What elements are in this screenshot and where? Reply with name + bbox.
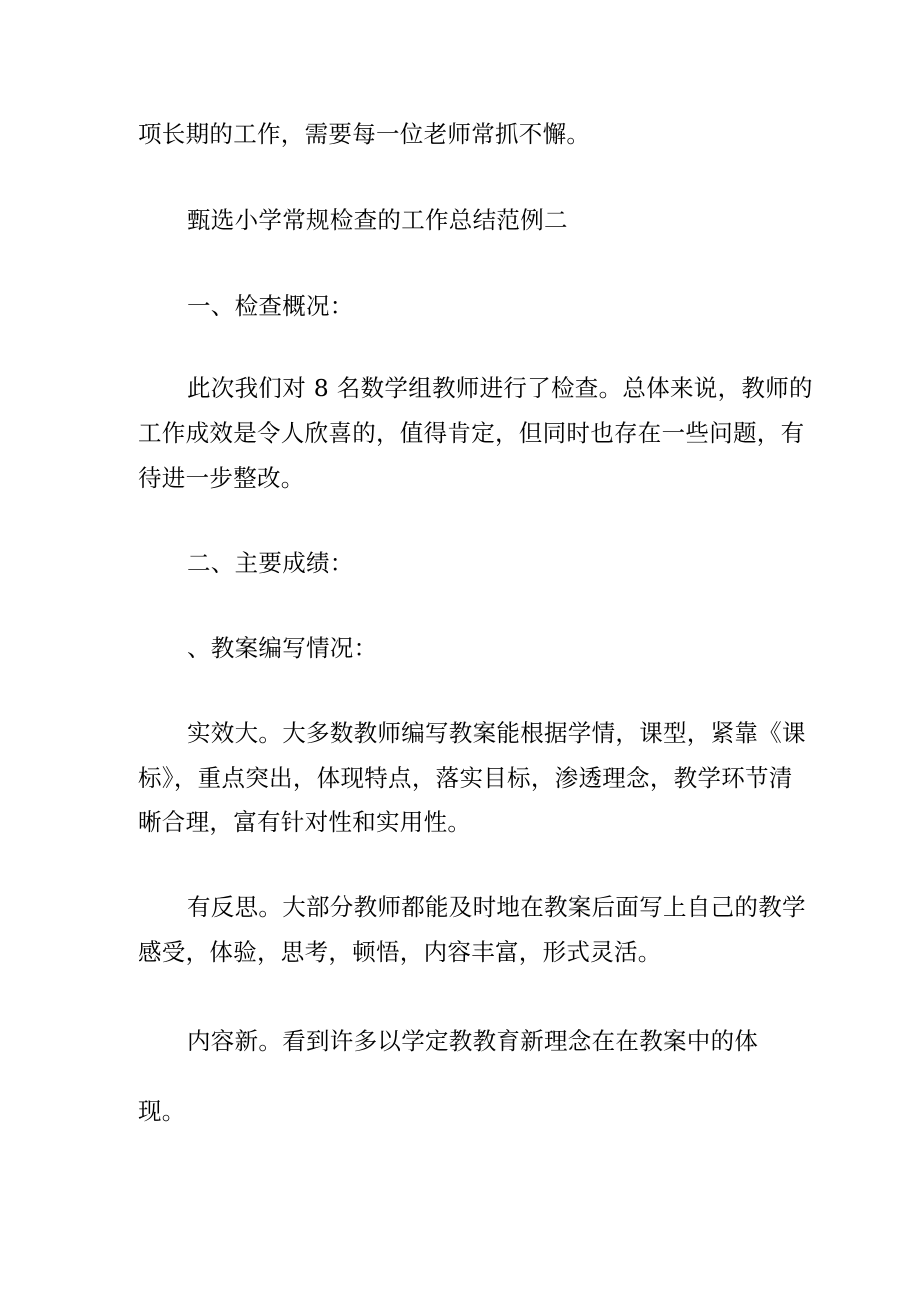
- section-title: 甄选小学常规检查的工作总结范例二: [187, 206, 568, 234]
- new-content-line-2: 现。: [138, 1097, 186, 1125]
- effectiveness-line-1: 实效大。大多数教师编写教案能根据学情，课型，紧靠《课: [187, 719, 806, 747]
- effectiveness-line-2: 标》，重点突出，体现特点，落实目标，渗透理念，教学环节清: [138, 764, 793, 792]
- overview-line-3: 待进一步整改。: [138, 464, 305, 492]
- overview-line-2: 工作成效是令人欣喜的，值得肯定，但同时也存在一些问题，有: [138, 419, 805, 447]
- reflection-line-1: 有反思。大部分教师都能及时地在教案后面写上自己的教学: [187, 893, 806, 921]
- reflection-line-2: 感受，体验，思考，顿悟，内容丰富，形式灵活。: [138, 938, 662, 966]
- overview-line-1: 此次我们对 8 名数学组教师进行了检查。总体来说，教师的: [187, 374, 813, 402]
- effectiveness-line-3: 晰合理，富有针对性和实用性。: [138, 808, 472, 836]
- heading-achievements: 二、主要成绩：: [187, 549, 354, 577]
- heading-overview: 一、检查概况：: [187, 292, 354, 320]
- subheading-lesson-plan: 、教案编写情况：: [187, 634, 378, 662]
- paragraph-continuation: 项长期的工作，需要每一位老师常抓不懈。: [138, 120, 591, 148]
- new-content-line-1: 内容新。看到许多以学定教教育新理念在在教案中的体: [187, 1027, 759, 1055]
